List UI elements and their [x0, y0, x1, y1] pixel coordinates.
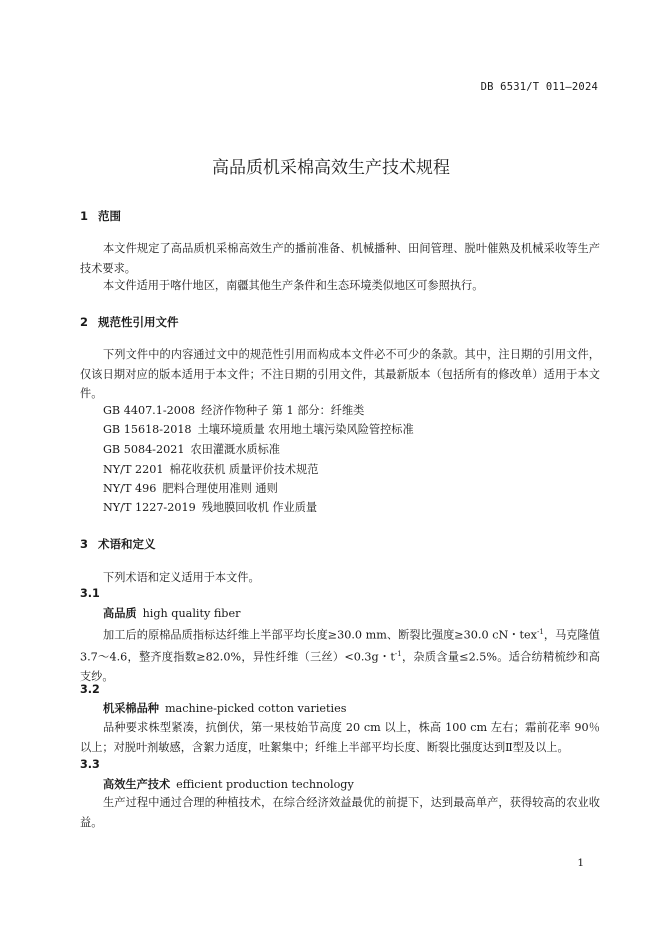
reference-item — [103, 461, 318, 477]
reference-item — [103, 480, 278, 496]
scope-paragraph-1: 本文件规定了高品质机采棉高效生产的播前准备、机械播种、田间管理、脱叶催熟及机械采收等生产技术要求。 — [80, 242, 600, 275]
definition-text: 加工后的原棉品质指标达纤维上半部平均长度≥30.0 mm、断裂比强度≥30.0 cN・tex — [103, 628, 537, 642]
standard-code: DB 6531/T 011—2024 — [480, 81, 598, 93]
superscript: -1 — [536, 628, 544, 636]
section-title: 范围 — [98, 209, 121, 223]
reference-item — [103, 441, 280, 457]
superscript: -1 — [394, 650, 402, 659]
term-english: high quality fiber — [142, 607, 241, 620]
document-title: 高品质机采棉高效生产技术规程 — [212, 158, 450, 178]
reference-item — [103, 499, 317, 515]
term-title — [103, 776, 354, 792]
reference-title: 经济作物种子 第 1 部分：纤维类 — [201, 404, 365, 417]
term-number: 3.1 — [80, 587, 100, 600]
reference-code: GB 5084-2021 — [103, 443, 185, 456]
term-english: efficient production technology — [176, 778, 354, 791]
reference-code: GB 4407.1-2008 — [103, 404, 196, 417]
term-title — [103, 700, 346, 716]
section-number: 2 — [80, 315, 89, 329]
term-definition — [80, 623, 600, 687]
terms-intro: 下列术语和定义适用于本文件。 — [103, 571, 260, 584]
reference-code: NY/T 496 — [103, 482, 157, 495]
section-heading-terms-and-definitions — [80, 536, 156, 552]
term-definition: 生产过程中通过合理的种植技术，在综合经济效益最优的前提下，达到最高单产，获得较高的农业收益。 — [80, 796, 600, 829]
reference-item — [103, 421, 414, 437]
term-chinese: 机采棉品种 — [103, 702, 159, 715]
term-definition: 品种要求株型紧凑，抗倒伏，第一果枝始节高度 20 cm 以上，株高 100 cm 左右；霜前花率 90％以上；对脱叶剂敏感，含絮力适度，吐絮集中；纤维上半部平均长度、断裂比强度达到Ⅱ型及以上。 — [80, 721, 600, 754]
definition-text: ，杂质含量≤2.5%。适合纺精梳纱和高支纱。 — [80, 650, 600, 684]
reference-title: 肥料合理使用准则 通则 — [162, 482, 278, 495]
section-title: 术语和定义 — [98, 537, 156, 551]
term-english: machine-picked cotton varieties — [164, 702, 347, 715]
reference-code: NY/T 2201 — [103, 463, 164, 476]
section-title: 规范性引用文件 — [98, 315, 179, 329]
reference-item — [103, 402, 364, 418]
reference-code: GB 15618-2018 — [103, 423, 192, 436]
reference-title: 残地膜回收机 作业质量 — [201, 501, 318, 514]
reference-title: 棉花收获机 质量评价技术规范 — [169, 463, 319, 476]
reference-title: 农田灌溉水质标准 — [190, 443, 280, 456]
references-paragraph: 下列文件中的内容通过文中的规范性引用而构成本文件必不可少的条款。其中，注日期的引用文件，仅该日期对应的版本适用于本文件；不注日期的引用文件，其最新版本（包括所有的修改单）适用于本文件。 — [80, 348, 600, 400]
definition-text: ，马克隆值3.7～4.6，整齐度指数≥82.0%，异性纤维（三丝）<0.3g・t — [80, 628, 600, 664]
term-chinese: 高品质 — [103, 607, 137, 620]
term-number: 3.3 — [80, 758, 100, 771]
section-heading-normative-references — [80, 314, 179, 330]
page-number: 1 — [577, 857, 584, 869]
term-title — [103, 605, 240, 621]
scope-paragraph-2: 本文件适用于喀什地区，南疆其他生产条件和生态环境类似地区可参照执行。 — [103, 279, 484, 292]
reference-title: 土壤环境质量 农用地土壤污染风险管控标准 — [197, 423, 414, 436]
term-number: 3.2 — [80, 683, 100, 696]
section-heading-scope — [80, 208, 121, 224]
section-number: 3 — [80, 537, 89, 551]
reference-code: NY/T 1227-2019 — [103, 501, 196, 514]
section-number: 1 — [80, 209, 89, 223]
term-chinese: 高效生产技术 — [103, 778, 171, 791]
